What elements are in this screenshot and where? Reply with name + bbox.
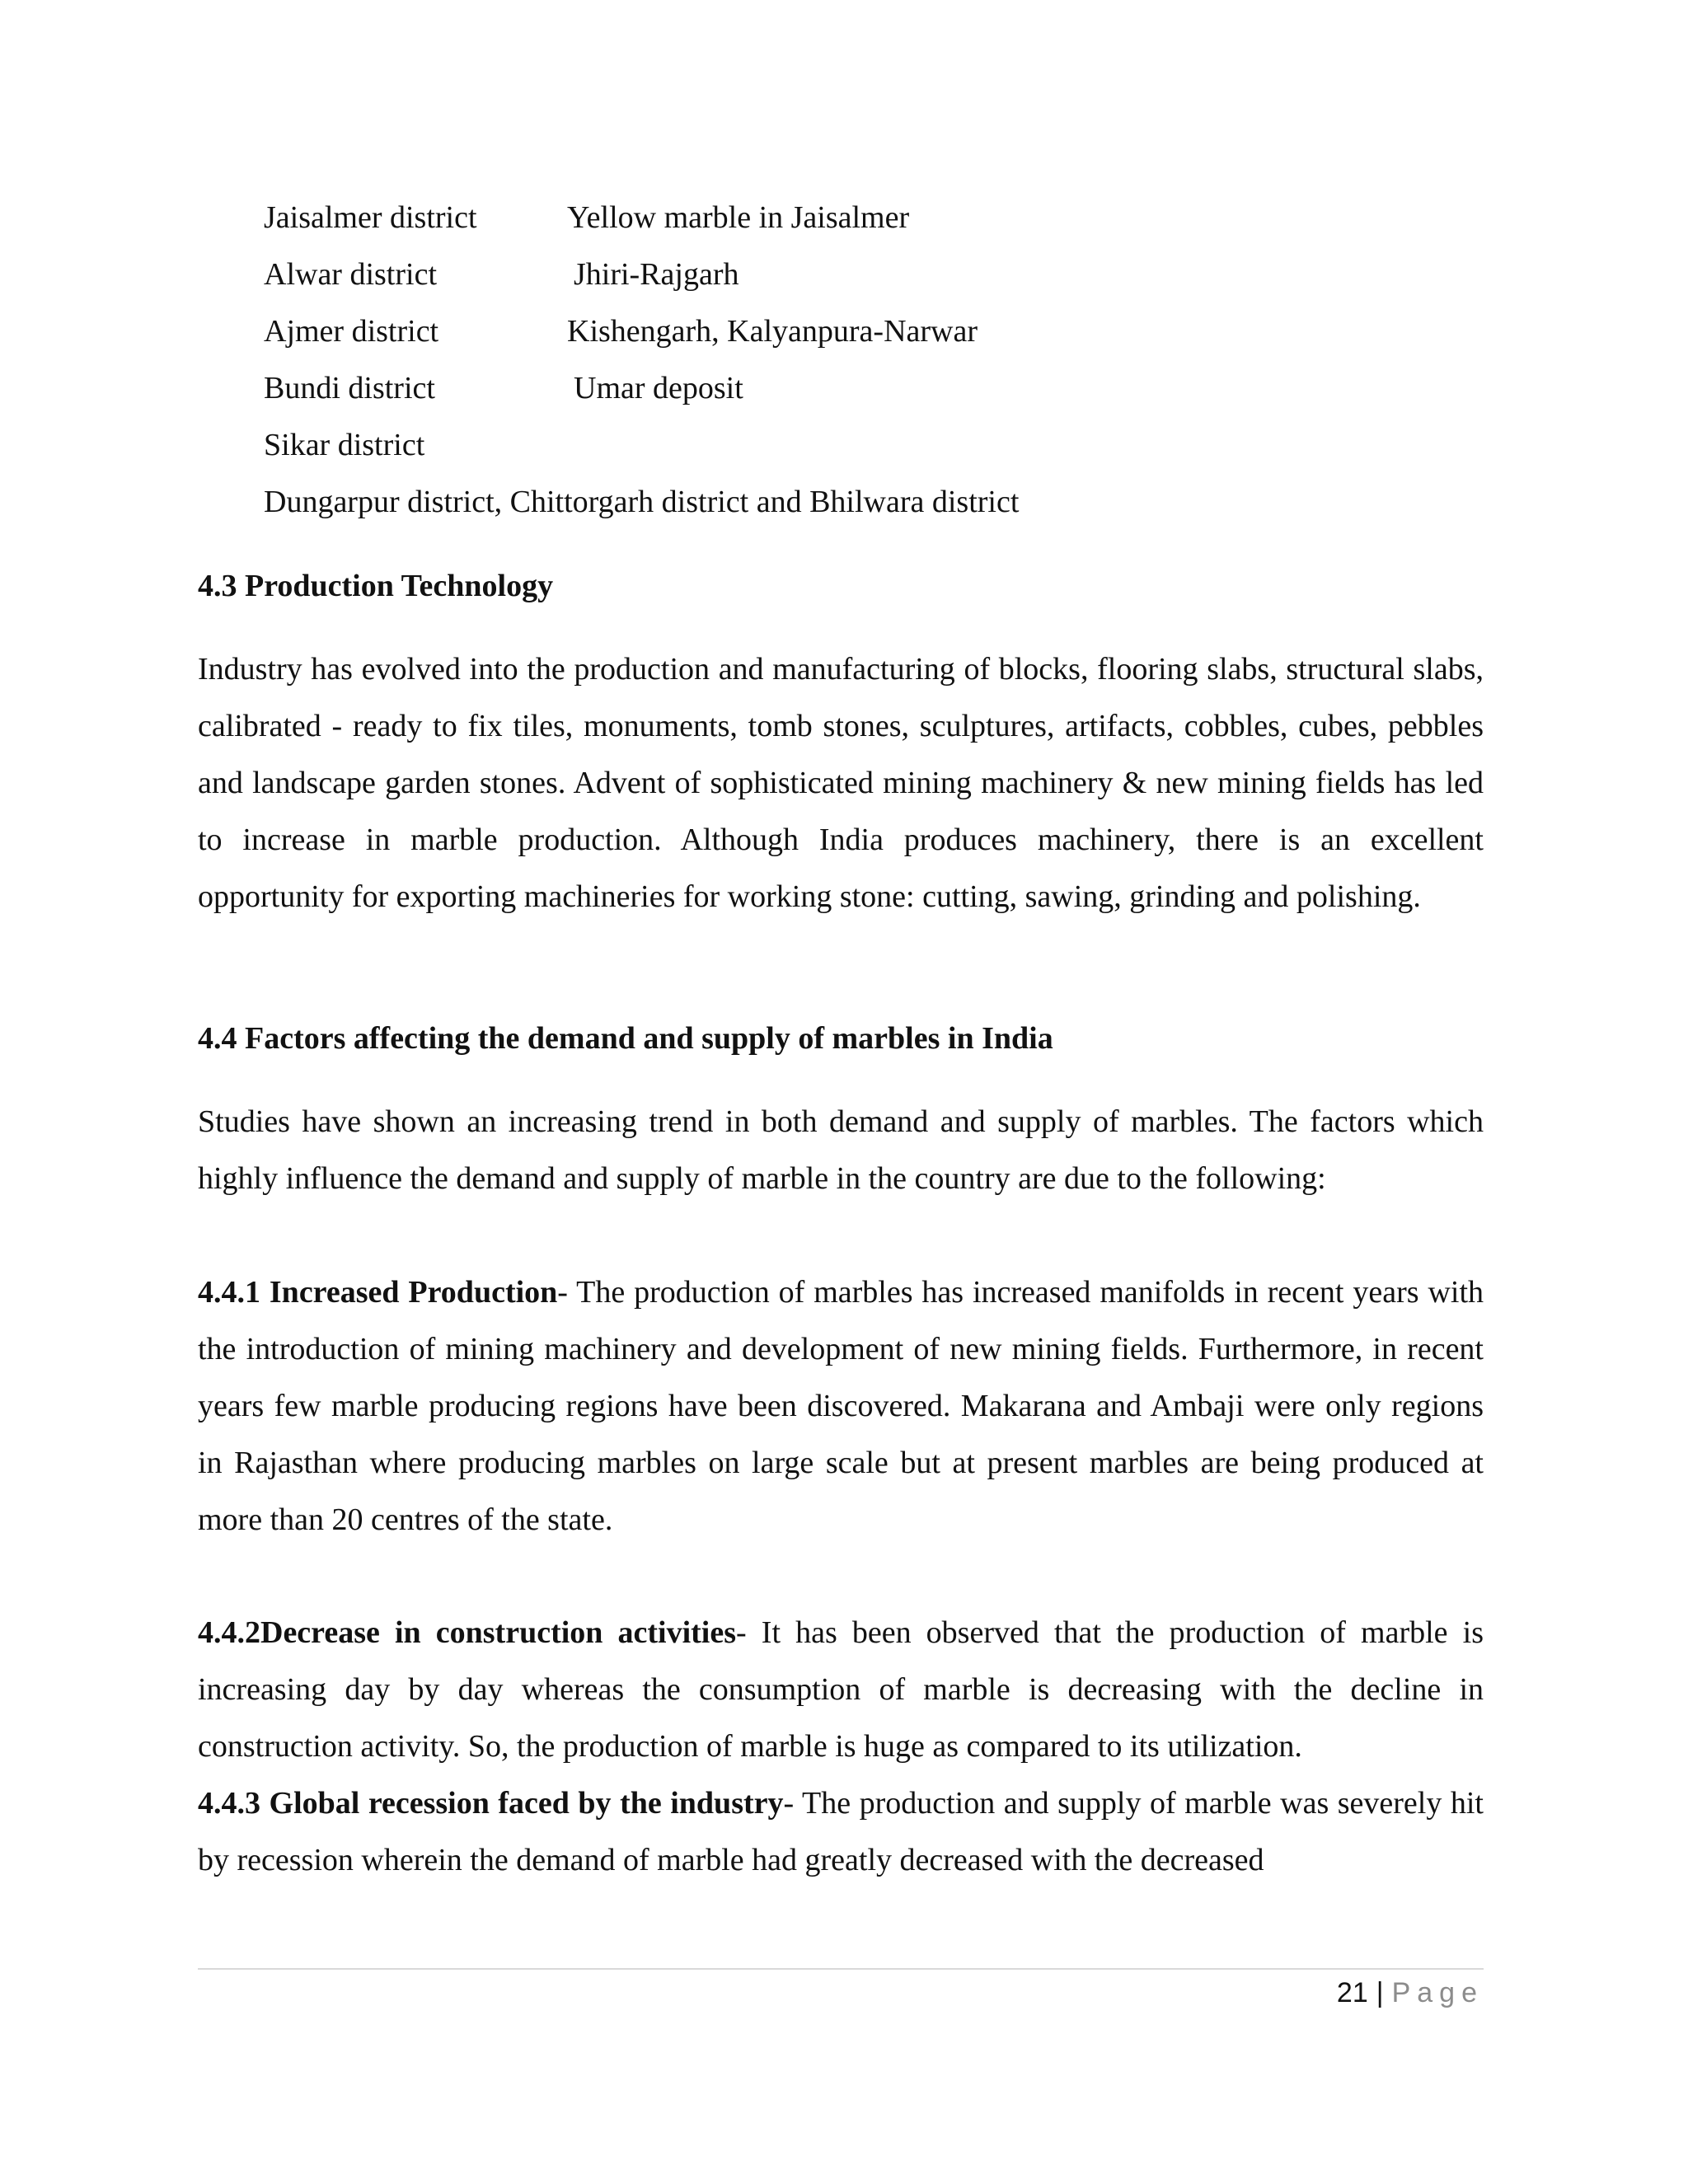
district-name: Bundi district [264, 371, 435, 405]
footer-separator: | [1376, 1977, 1384, 2008]
district-site: Kishengarh, Kalyanpura-Narwar [567, 314, 978, 349]
section-4-4-2-title: 4.4.2Decrease in construction activities [198, 1615, 737, 1650]
section-4-4-3-paragraph [198, 1775, 1484, 1889]
district-site: Yellow marble in Jaisalmer [567, 200, 910, 235]
section-heading-4-4: 4.4 Factors affecting the demand and supply of marbles in India [198, 1021, 1053, 1056]
footer-divider [198, 1968, 1484, 1970]
district-row [264, 310, 1500, 367]
district-row [264, 253, 1500, 310]
district-list [264, 196, 1500, 537]
district-name: Dungarpur district, Chittorgarh district and Bhilwara district [264, 485, 1020, 519]
district-row [264, 367, 1500, 424]
section-4-4-1-body: - The production of marbles has increased manifolds in recent years with the introduction of mining machinery and development of new mining fields. Furthermore, in recent years few marble producing regions have been discovered. Makarana and Ambaji were only regions in Rajasthan where producing marbles on large scale but at present marbles are being produced at more than 20 centres of the state. [198, 1275, 1484, 1537]
page-footer [1337, 1975, 1484, 2011]
district-site: Umar deposit [574, 371, 743, 405]
district-name: Alwar district [264, 257, 438, 292]
district-row [264, 196, 1500, 253]
district-row [264, 480, 1500, 537]
district-name: Sikar district [264, 428, 425, 462]
page-label: Page [1391, 1977, 1484, 2008]
section-4-4-intro: Studies have shown an increasing trend in both demand and supply of marbles. The factors which highly influence the demand and supply of marble in the country are due to the following: [198, 1104, 1484, 1196]
section-4-4-2-paragraph [198, 1605, 1484, 1775]
district-site: Jhiri-Rajgarh [574, 257, 739, 292]
section-4-4-3-title: 4.4.3 Global recession faced by the industry [198, 1786, 784, 1821]
section-heading-4-3: 4.3 Production Technology [198, 569, 554, 603]
section-4-3-paragraph: Industry has evolved into the production and manufacturing of blocks, flooring slabs, structural slabs, calibrated - ready to fix tiles, monuments, tomb stones, sculptures, artifacts, cobbles, cubes, pebbles and landscape garden stones. Advent of sophisticated mining machinery & new mining fields has led to increase in marble production. Although India produces machinery, there is an excellent opportunity for exporting machineries for working stone: cutting, sawing, grinding and polishing. [198, 652, 1484, 914]
section-4-4-3-body: - The production and supply of marble was severely hit by recession wherein the demand of marble had greatly decreased with the decreased [198, 1786, 1484, 1877]
section-4-4-1-title: 4.4.1 Increased Production [198, 1275, 558, 1310]
section-4-4-2-body: - It has been observed that the production of marble is increasing day by day whereas the consumption of marble is decreasing with the decline in construction activity. So, the production of marble is huge as compared to its utilization. [198, 1615, 1484, 1764]
district-name: Ajmer district [264, 314, 439, 349]
section-4-4-1-paragraph [198, 1264, 1484, 1549]
page-number: 21 [1336, 1977, 1368, 2008]
district-row [264, 424, 1500, 480]
district-name: Jaisalmer district [264, 200, 477, 235]
